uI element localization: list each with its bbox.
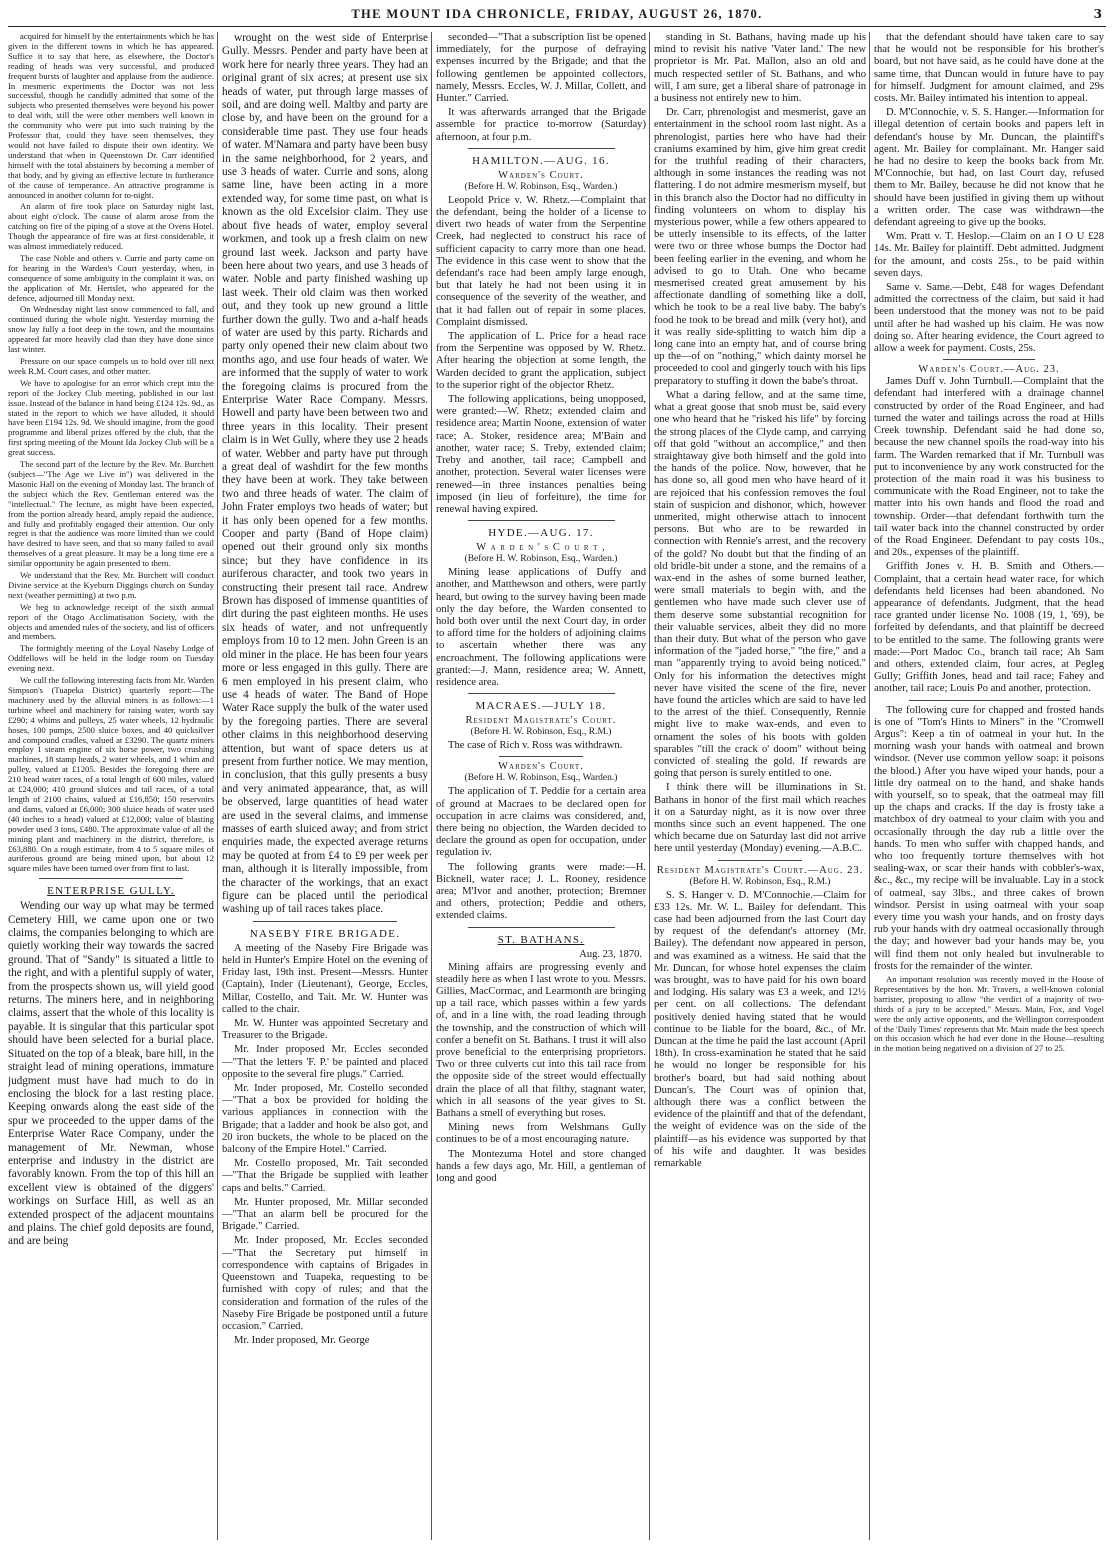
court-heading: Warden's Court. (498, 761, 584, 773)
paragraph: Mr. Inder proposed Mr. Eccles seconded—"That the letters 'F. P.' be painted and placed opposite to the several fire plugs." Carried. (222, 1044, 428, 1080)
court-heading: Warden's Court.—Aug. 23. (918, 364, 1060, 376)
court-heading: W a r d e n ' s C o u r t , (476, 542, 606, 554)
paragraph: The application of T. Peddie for a certain area of ground at Macraes to be declared open for occupation in acre claims was considered, and, there being no objection, the Warden decided to declare the ground as open for occupation, under regulation iv. (436, 786, 646, 859)
paragraph: The Montezuma Hotel and store changed hands a few days ago, Mr. Hill, a gentleman of long and good (436, 1148, 646, 1185)
section-rule (39, 878, 183, 879)
section-rule (468, 148, 615, 149)
paragraph: I think there will be illuminations in St. Bathans in honor of the first mail which reaches it on a Saturday night, as it is now over three months since such an event happened. The one which became due on Saturday last did not arrive here until yesterday (Monday) evening.—A.B.C. (654, 782, 866, 855)
section-heading: HAMILTON.—AUG. 16. (472, 154, 610, 167)
paragraph: The case Noble and others v. Currie and party came on for hearing in the Warden's Court yesterday, when, in consequence of some ambiguity in the complaint it was, on the application of Mr. Hertslet, who appeared for the defence, adjourned till Monday next. (8, 252, 214, 303)
paragraph: We understand that the Rev. Mr. Burchett will conduct Divine service at the Kyeburn Diggings church on Sunday next (weather permitting) at two p.m. (8, 570, 214, 600)
section-heading: ST. BATHANS. (497, 933, 585, 946)
article-columns (8, 32, 1108, 1540)
paragraph: seconded—"That a subscription list be opened immediately, for the purpose of defraying expenses incurred by the Brigade; and that the following gentlemen be appointed collectors, namely, Messrs. Eccles, W. J. Millar, Collett, and Hunter." Carried. (436, 32, 646, 105)
paragraph: Same v. Same.—Debt, £48 for wages Defendant admitted the correctness of the claim, but said it had been understood that the money was not to be paid until after he had washed up his claim. He was now doing so. After hearing evidence, the Court agreed to allow a week for payment. Costs, 25s. (874, 282, 1104, 355)
paragraph: Mining affairs are progressing evenly and steadily here as when I last wrote to you. Messrs. Gillies, MacCormac, and Learmonth are bringing up a tail race, which passes within a few yards of, and in a line with, the road leading through the township, and the construction of which will confer a benefit on St. Bathans. I trust it will also prove beneficial to the enterprising proprietors. Two or three culverts cut into this tail race from the opposite side of the street would effectually drain the place of all that filthy, stagnant water, which in all seasons of the year gives to St. Bathans a smell of everything but roses. (436, 961, 646, 1120)
paragraph: S. S. Hanger v. D. M'Connochie.—Claim for £33 12s. Mr. W. L. Bailey for defendant. This case had been adjourned from the last Court day by request of the defendant's attorney (Mr. Bailey). The defendant now appeared in person, and was examined as a witness. He said that the Mr. Duncan, for whose hotel expenses the claim was brought, was to have paid for his own board and lodging. His salary was £3 a week, and 12½ per cent. on all collections. The defendant positively denied having stated that he would continue to be liable for the board, &c., of Mr. Duncan at the time he paid the last account (April 18th). In cross-examination he stated that he said he would no longer be responsible for his brother's board, but had said nothing about Duncan's. The Court was of opinion that, although there was a conflict between the evidence of the plaintiff and that of the defendant, the weight of evidence was on the side of the plaintiff—as his evidence was supported by that of his wife and daughter. It was besides remarkable (654, 889, 866, 1170)
paragraph: What a daring fellow, and at the same time, what a great goose that snob must be, said every one who heard that he "risked his life" by forcing the strong places of the Clyde camp, and carrying off that gold "without an accomplice," and then straightaway give both himself and the gold into the hands of the police. Now, however, that he has done so, all good men who have heard of it are rejoiced that his confession removes the foul stain of suspicion and dishonor, which, however unmerited, might otherwise attach to innocent persons. But who are to be rewarded in connection with Rennie's arrest, and the recovery of the gold? No doubt but that the finding of an old bridle-bit under a stone, and the remains of a wax-end in the ashes of some burned leather, were small materials to begin with, and the gentlemen who have made such clever use of them deserve some substantial recognition for their valuable services, albeit they did no more than their duty. But what of the person who gave information of the "jaded horse," "the fire," and a man "apparently trying to avoid being noticed." Only for his information the detectives might never have visited the scene of the fire, never have found the articles which are said to have led to the arrest of the thief. Consequently, Rennie might live to make wax-ends, and even to ornament the soles of his boots with golden sparables "till the crack o' doom" without being convicted of stealing the gold. If rewards are going that person is surely entitled to one. (654, 389, 866, 780)
section-rule (468, 520, 615, 521)
section-heading: HYDE.—AUG. 17. (488, 527, 594, 540)
column-rule (649, 32, 650, 1540)
paragraph: James Duff v. John Turnbull.—Complaint that the defendant had interfered with a drainage channel constructed by order of the Road Engineer, and had turned the water and tailings across the road at Hills Creek township. Defendant said he had done so, because the new channel spoils the road-way into his farm. The Warden remarked that if Mr. Turnbull was put to inconvenience by any work constructed for the protection of the main road it was his business to communicate with the Road Engineer, not to take the matter into his own hands and flood the road and township. Order—that defendant forthwith turn the tail water back into the channel constructed by order of the Road Engineer. Defendant to pay costs 10s., and 20s., expenses of the plaintiff. (874, 376, 1104, 559)
court-presiding: (Before H. W. Robinson, Esq., Warden.) (464, 554, 618, 565)
column-rule (869, 32, 870, 1540)
paragraph: acquired for himself by the entertainments which he has given in the different towns in which he has appeared. Suffice it to say that here, as elsewhere, the Doctor's reading of heads was very successful, and produced frequent bursts of laughter and applause from the audience. In mesmeric experiments the Doctor was not less successful, though he candidly admitted that some of the subjects who presented themselves were beyond his power to deal with, still the were other members well known in the community who were put into such training by the Professor that, could they have seen themselves, they would not have failed to dispute their own identity. We understand that when in Queenstown Dr. Carr identified himself with the total abstainers by becoming a member of that body, and by giving an effective lecture in furtherance of the cause of temperance. An attractive programme is announced in another column for to-night. (8, 32, 214, 200)
paragraph: The second part of the lecture by the Rev. Mr. Burchett (subject—"The Age we Live in") was delivered in the Masonic Hall on the evening of Monday last. The branch of the subject which the Rev. Gentleman entered was the "intellectual." The lecture, as might have been expected, from the portion already heard, amply repaid the audience, and fully and profitably engaged their attention. Our only regret is that the audience was more limited than we could have desired to have seen, and that so many failed to avail themselves of a great pleasure. It may be a long time ere a similar opportunity be again presented to them. (8, 459, 214, 569)
paragraph: We cull the following interesting facts from Mr. Warden Simpson's (Tuapeka District) quarterly report:—The machinery used by the alluvial miners is as follows:—1 turbine wheel and machinery for raising water, worth say £290; 4 whims and pulleys, 25 water wheels, 12 hydraulic hoses, 100 pumps, 2500 sluice boxes, and 40 quicksilver and compound cradles, valued at £3290. The quartz miners employ 1 steam engine of six horse power, two crushing machines, 18 stamp heads, 2 water wheels, and 1 whim and pulley, valued at £1205. Besides the foregoing there are 210 head water races, of a total length of 600 miles, valued at £24,000; 410 ground sluices and tail races, of a total length of 2100 chains, valued at £16,850; 150 reservoirs and dams, valued at £6,000; 300 sluice heads of water used (40 inches to a head) valued at £12,000; value of blasting powder used 3 tons, £480. The approximate value of all the mining plant and machinery in the district, therefore, is £63,880. On a rough estimate, from 4 to 5 square miles of auriferous ground are being mined upon, but about 12 square miles have been turned over from first to last. (8, 675, 214, 874)
paragraph: Mining lease applications of Duffy and another, and Matthewson and others, were partly heard, but owing to the survey having been made only the day before, the Warden consented to hold both over until the next Court day, in order to afford time for the holders of adjoining claims to ascertain whether there was any encroachment. The following applications were granted:—J. Mann, residence area; W. Annett, residence area. (436, 567, 646, 688)
paragraph: On Wednesday night last snow commenced to fall, and continued during the whole night. Yesterday morning the snow lay fully a foot deep in the town, and the mountains appeared far more heavily clad than they have done since last winter. (8, 304, 214, 355)
section-rule (718, 860, 803, 861)
paragraph: Leopold Price v. W. Rhetz.—Complaint that the defendant, being the holder of a license to divert two heads of water from the Serpentine Creek, had neglected to construct his race of sufficient capacity to carry more than one head. The evidence in this case went to show that the defendant's race had been amply large enough, but that lately he had not been using it in consequence of the severity of the weather, and that it had fallen out of repair in some places. Complaint dismissed. (436, 194, 646, 328)
paragraph: An important resolution was recently moved in the House of Representatives by the hon. Mr. Travers, a well-known colonial barrister, proposing to allow "the verdict of a majority of two-thirds of a jury to be accepted." Messrs. Main, Fox, and Vogel were the only active opponents, and the Wellington correspondent of the 'Daily Times' represents that Mr. Main made the best speech on this occasion which he had ever done in the House—resulting in the motion being negatived on a division of 27 to 25. (874, 974, 1104, 1054)
court-heading: Resident Magistrate's Court. (465, 715, 617, 727)
paragraph: Mr. W. Hunter was appointed Secretary and Treasurer to the Brigade. (222, 1018, 428, 1042)
section-rule (253, 921, 397, 922)
section-rule (499, 756, 583, 757)
section-heading: MACRAES.—JULY 18. (475, 700, 607, 713)
paragraph: Pressure on our space compels us to hold over till next week R.M. Court cases, and other matter. (8, 356, 214, 376)
court-presiding: (Before H. W. Robinson, Esq., R.M.) (689, 876, 831, 887)
paragraph: Mr. Costello proposed, Mr. Tait seconded—"That the Brigade be supplied with leather caps and belts." Carried. (222, 1158, 428, 1194)
paragraph: An alarm of fire took place on Saturday night last, about eight o'clock. The cause of alarm arose from the catching on fire of the piping of a stove at the Ovens Hotel. Though the appearance of fire was at first considerable, it was almost immediately reduced. (8, 201, 214, 252)
paragraph: The application of L. Price for a head race from the Serpentine was opposed by W. Rhetz. After hearing the objection at some length, the Warden decided to grant the application, subject to the superior right of the objector Rhetz. (436, 331, 646, 391)
paragraph: We beg to acknowledge receipt of the sixth annual report of the Otago Acclimatisation Society, with the objects and amended rules of the society, and list of officers and members. (8, 601, 214, 642)
paragraph: Mining news from Welshmans Gully continues to be of a most encouraging nature. (436, 1122, 646, 1146)
column-3 (436, 32, 646, 1540)
section-heading: NASEBY FIRE BRIGADE. (249, 927, 401, 940)
section-rule (943, 359, 1035, 360)
paragraph: The following applications, being unopposed, were granted:—W. Rhetz; extended claim and residence area; Martin Noone, extension of water race; A. Stoker, residence area; M'Bain and another, water race; S. Treby, extended claim; Treby and another, tail race; Campbell and another, protection. Several water licenses were renewed—in three instances penalties being imposed (in lieu of forfeiture), the time for renewal having expired. (436, 394, 646, 515)
column-1 (8, 32, 214, 1540)
column-5 (874, 32, 1104, 1540)
section-rule (468, 927, 615, 928)
paragraph: It was afterwards arranged that the Brigade assemble for practice to-morrow (Saturday) afternoon, at four p.m. (436, 107, 646, 143)
paragraph: Mr. Inder proposed, Mr. Costello seconded—"That a box be provided for holding the various appliances in connection with the Brigade; that a ladder and hook be also got, and 20 iron buckets, the whole to be placed on the balcony of the Empire Hotel." Carried. (222, 1083, 428, 1156)
paragraph: Mr. Inder proposed, Mr. Eccles seconded—"That the Secretary put himself in correspondence with captains of Brigades in Queenstown and Tuapeka, requesting to be furnished with copy of rules; and that the consideration and formation of the rules of the Naseby Fire Brigade be postponed until a future occasion." Carried. (222, 1235, 428, 1332)
column-2 (222, 32, 428, 1540)
paragraph: Mr. Inder proposed, Mr. George (234, 1335, 370, 1347)
dateline: Aug. 23, 1870. (579, 948, 642, 960)
masthead (8, 4, 1106, 27)
paragraph: The fortnightly meeting of the Loyal Naseby Lodge of Oddfellows will be held in the lodge room on Tuesday evening next. (8, 643, 214, 674)
paragraph: Wm. Pratt v. T. Heslop.—Claim on an I O U £28 14s. Mr. Bailey for plaintiff. Debt admitted. Judgment for the amount, and costs 25s., to be paid within seven days. (874, 231, 1104, 279)
paragraph: D. M'Connochie, v. S. S. Hanger.—Information for illegal detention of certain books and papers left in defendant's house by Mr. Duncan, the plaintiff's agent. Mr. Bailey for complainant. Mr. Hanger said he had no desire to keep the books back from Mr. M'Connochie, but had, on last Court day, refused them to Mr. Bailey, because he did not know that he should have been justified in giving them up without a written order. The case was withdrawn—the defendant agreeing to give up the books. (874, 107, 1104, 229)
paragraph: that the defendant should have taken care to say that he would not be responsible for his brother's board, but not have said, as he could have done at the same time, that Duncan would in future have to pay for himself. Judgment for amount claimed, and 29s costs. Mr. Bailey intimated his intention to appeal. (874, 32, 1104, 105)
paragraph: standing in St. Bathans, having made up his mind to revisit his native 'Vater land.' The new proprietor is Mr. Pat. Mallon, also an old and much respected settler of St. Bathans, and who will, I am sure, get a liberal share of patronage in a business not entirely new to him. (654, 32, 866, 105)
court-presiding: (Before H. W. Robinson, Esq., R.M.) (470, 727, 612, 738)
paragraph: wrought on the west side of Enterprise Gully. Messrs. Pender and party have been at work here for nearly three years. They had an original grant of six acres; at present use six heads of water, put through large masses of soil, and are doing well. Maltby and party are close by, and have been on the ground for a considerable time past. They use four heads of water. M'Namara and party have been busy in the same neighborhood, for 2 years, and use 3 heads of water. Currie and sons, along same line, have been acting in a more extended way, for some time past, on what is known as the old Excelsior claim. They use about five heads of water, employ several workmen, and took up a fresh claim on new ground last week. Jackson and party have been here about two years, and use 3 heads of water. Noble and party finished washing up last week. Their old claim was then worked out, and they took up new ground a little further down the gully. Two and a-half heads of water are used by this party. Richards and party only opened their new claim about two months ago, and use four heads of water. We are informed that the supply of water to work the foregoing claims is procured from the Enterprise Water Race Company. Messrs. Howell and party have been between two and three years in this locality. Their present claim is in Wet Gully, where they use 2 heads of water. Webber and party have put through a great deal of washdirt for the few months they have been at work. They take between two and three heads of water. The claim of John Frater employs two heads of water; but it has only been opened for a few months. Cooper and party (Band of Hope claim) opened out their ground only six months since; but they have confidence in its auriferous character, and took two years in constructing their present tail race. Andrew Brown has disposed of immense quantities of dirt during the past eighteen months. He uses six heads of water, and not unfrequently employs from 10 to 12 men. John Green is an old miner in the place. He has been four years more or less engaged in this gully. There are 6 men employed in his present claim, who use 4 heads of water. The Band of Hope Water Race supply the bulk of the water used by the foregoing parties. There are several other claims in this neighborhood deserving attention, but want of space deters us at present from further notice. We may mention, in conclusion, that this gully presents a busy and very animated appearance, that, as will be observed, large quantities of head water are used in the several claims, and immense masses of earth sluiced away; and from strict enquiries made, the expected average returns may be quoted at from £4 to £9 per week per man, although it is literally impossible, from the character of the workings, that an exact figure can be placed until the periodical washing up of tail races takes place. (222, 32, 428, 916)
paragraph: We have to apologise for an error which crept into the report of the Jockey Club meeting, published in our last issue. Instead of the balance in hand being £124 12s. 9d., as stated in the report to which we have alluded, it should have been £194 12s. 9d. We should imagine, from the good programme and liberal prizes offered by the club, that the first spring meeting of the Mount Ida Jockey Club will be a great success. (8, 377, 214, 458)
section-heading: ENTERPRISE GULLY. (47, 885, 175, 898)
court-presiding: (Before H. W. Robinson, Esq., Warden.) (464, 773, 618, 784)
court-heading: Resident Magistrate's Court.—Aug. 23. (656, 864, 864, 876)
column-4 (654, 32, 866, 1540)
paragraph: The following cure for chapped and frosted hands is one of "Tom's Hints to Miners" in the "Cromwell Argus": Keep a tin of oatmeal in your hut. In the morning wash your hands with oatmeal and brown windsor. (Never use common yellow soap: it poisons the blood.) After you have wiped your hands, pour a little dry oatmeal on to the hand, and shake hands with yourself, so to speak, that the oatmeal may fill up the chaps and cracks. If the day is frosty take a matchbox of dry oatmeal to your claim with you and occasionally through the day rub a little over the hands. To men who suffer with chapped hands, and who too frequently torture themselves with hot sealing-wax, or scar their hands with cobbler's-wax, &c., &c., my recipe will be invaluable. Lay in a stock of oatmeal, say 3lbs., and three cakes of brown windsor. Persist in using oatmeal with your soap every time you wash your hands, and on frosty days rub your hands with dry oatmeal occasionally through the day; and however bad your hands may be, you will find them not only healed but invulnerable to frosts for the remainder of the winter. (874, 704, 1104, 972)
paragraph: The following grants were made:—H. Bicknell, water race; J. L. Rooney, residence area; M'Ivor and another, protection; Bremner and others, protection; Peddie and others, extended claims. (436, 861, 646, 922)
court-heading: Warden's Court. (498, 169, 584, 181)
column-rule (217, 32, 218, 1540)
column-rule (431, 32, 432, 1540)
paragraph: A meeting of the Naseby Fire Brigade was held in Hunter's Empire Hotel on the evening of Friday last, 19th inst. Present—Messrs. Hunter (Captain), Inder (Lieutenant), George, Eccles, Millar, Costello, and Tait. Mr. W. Hunter was called to the chair. (222, 942, 428, 1015)
page-number: 3 (1093, 7, 1102, 21)
paragraph: Griffith Jones v. H. B. Smith and Others.—Complaint, that a certain head water race, for which defendants held licenses had been abandoned. No appearance of defendants. Judgment, that the head race granted under license No. 1008 (19, 1, '69), be forfeited by defendants, and that plaintiff be decreed to be entitled to the same. The following grants were made:—Port Madoc Co., branch tail race; Ah Sam and others, extended claim, four acres, at Pegleg Gully; Griffith Jones, head and tail race; Fahey and another, tail race; Louis Po and another, protection. (874, 561, 1104, 695)
section-rule (909, 700, 1070, 701)
newspaper-title: THE MOUNT IDA CHRONICLE, FRIDAY, AUGUST 26, 1870. (351, 7, 763, 21)
paragraph: Dr. Carr, phrenologist and mesmerist, gave an entertainment in the school room last night. As a phrenologist, parties here who have had their craniums examined by him, give him great credit for the truthful reading of their characters, although in some instances the reading was not flattering. I do not admire mesmerism myself, but in this branch also the Doctor had no difficulty in finding volunteers on whom to display his mysterious power, while a few others appeared to be utterly insensible to its effects, of the latter were two or three whose bumps the Doctor had been feeling earlier in the evening, and whom he advised to go to Utah. One who became mesmerised created great amusement by his affectionate dandling of something like a doll, which he took to be a real live baby. The baby's food he took to be bread and milk (very hot), and it was really side-splitting to watch him dip a long cane into an empty hat, and of course bring up the—of on "nothing," which dainty morsel he proceeded to cool and gingerly touch with his lips preparatory to stuffing it down the babe's throat. (654, 107, 866, 387)
court-presiding: (Before H. W. Robinson, Esq., Warden.) (464, 181, 618, 192)
paragraph: Wending our way up what may be termed Cemetery Hill, we came upon one or two claims, the companies belonging to which are quietly working their way towards the sacred ground. That of "Sandy" is situated a little to the right, and with a plentiful supply of water, from the prospects shown us, will yield good returns. The miners here, and in neighboring claims, assert that the whole of this locality is payable. It is singular that this particular spot should have been selected for a burial place. Situated on the top of a bleak, bare hill, in the straight lead of mining operations, immature judgment must have had much to do in enclosing the block for a last resting place. Keeping onwards along the east side of the spur we proceeded to the upper dams of the Enterprise Water Race Company, under the management of Mr. Newman, whose enterprise and industry in the district are favorably known. From the top of this hill an excellent view is obtained of the diggers' workings on Surface Hill, as well as an extended prospect of the adjacent mountains and plains. The chief gold deposits are found, and are being (8, 900, 214, 1248)
section-rule (468, 693, 615, 694)
paragraph: The case of Rich v. Ross was withdrawn. (448, 740, 623, 752)
paragraph: Mr. Hunter proposed, Mr. Millar seconded—"That an alarm bell be procured for the Brigade." Carried. (222, 1196, 428, 1233)
